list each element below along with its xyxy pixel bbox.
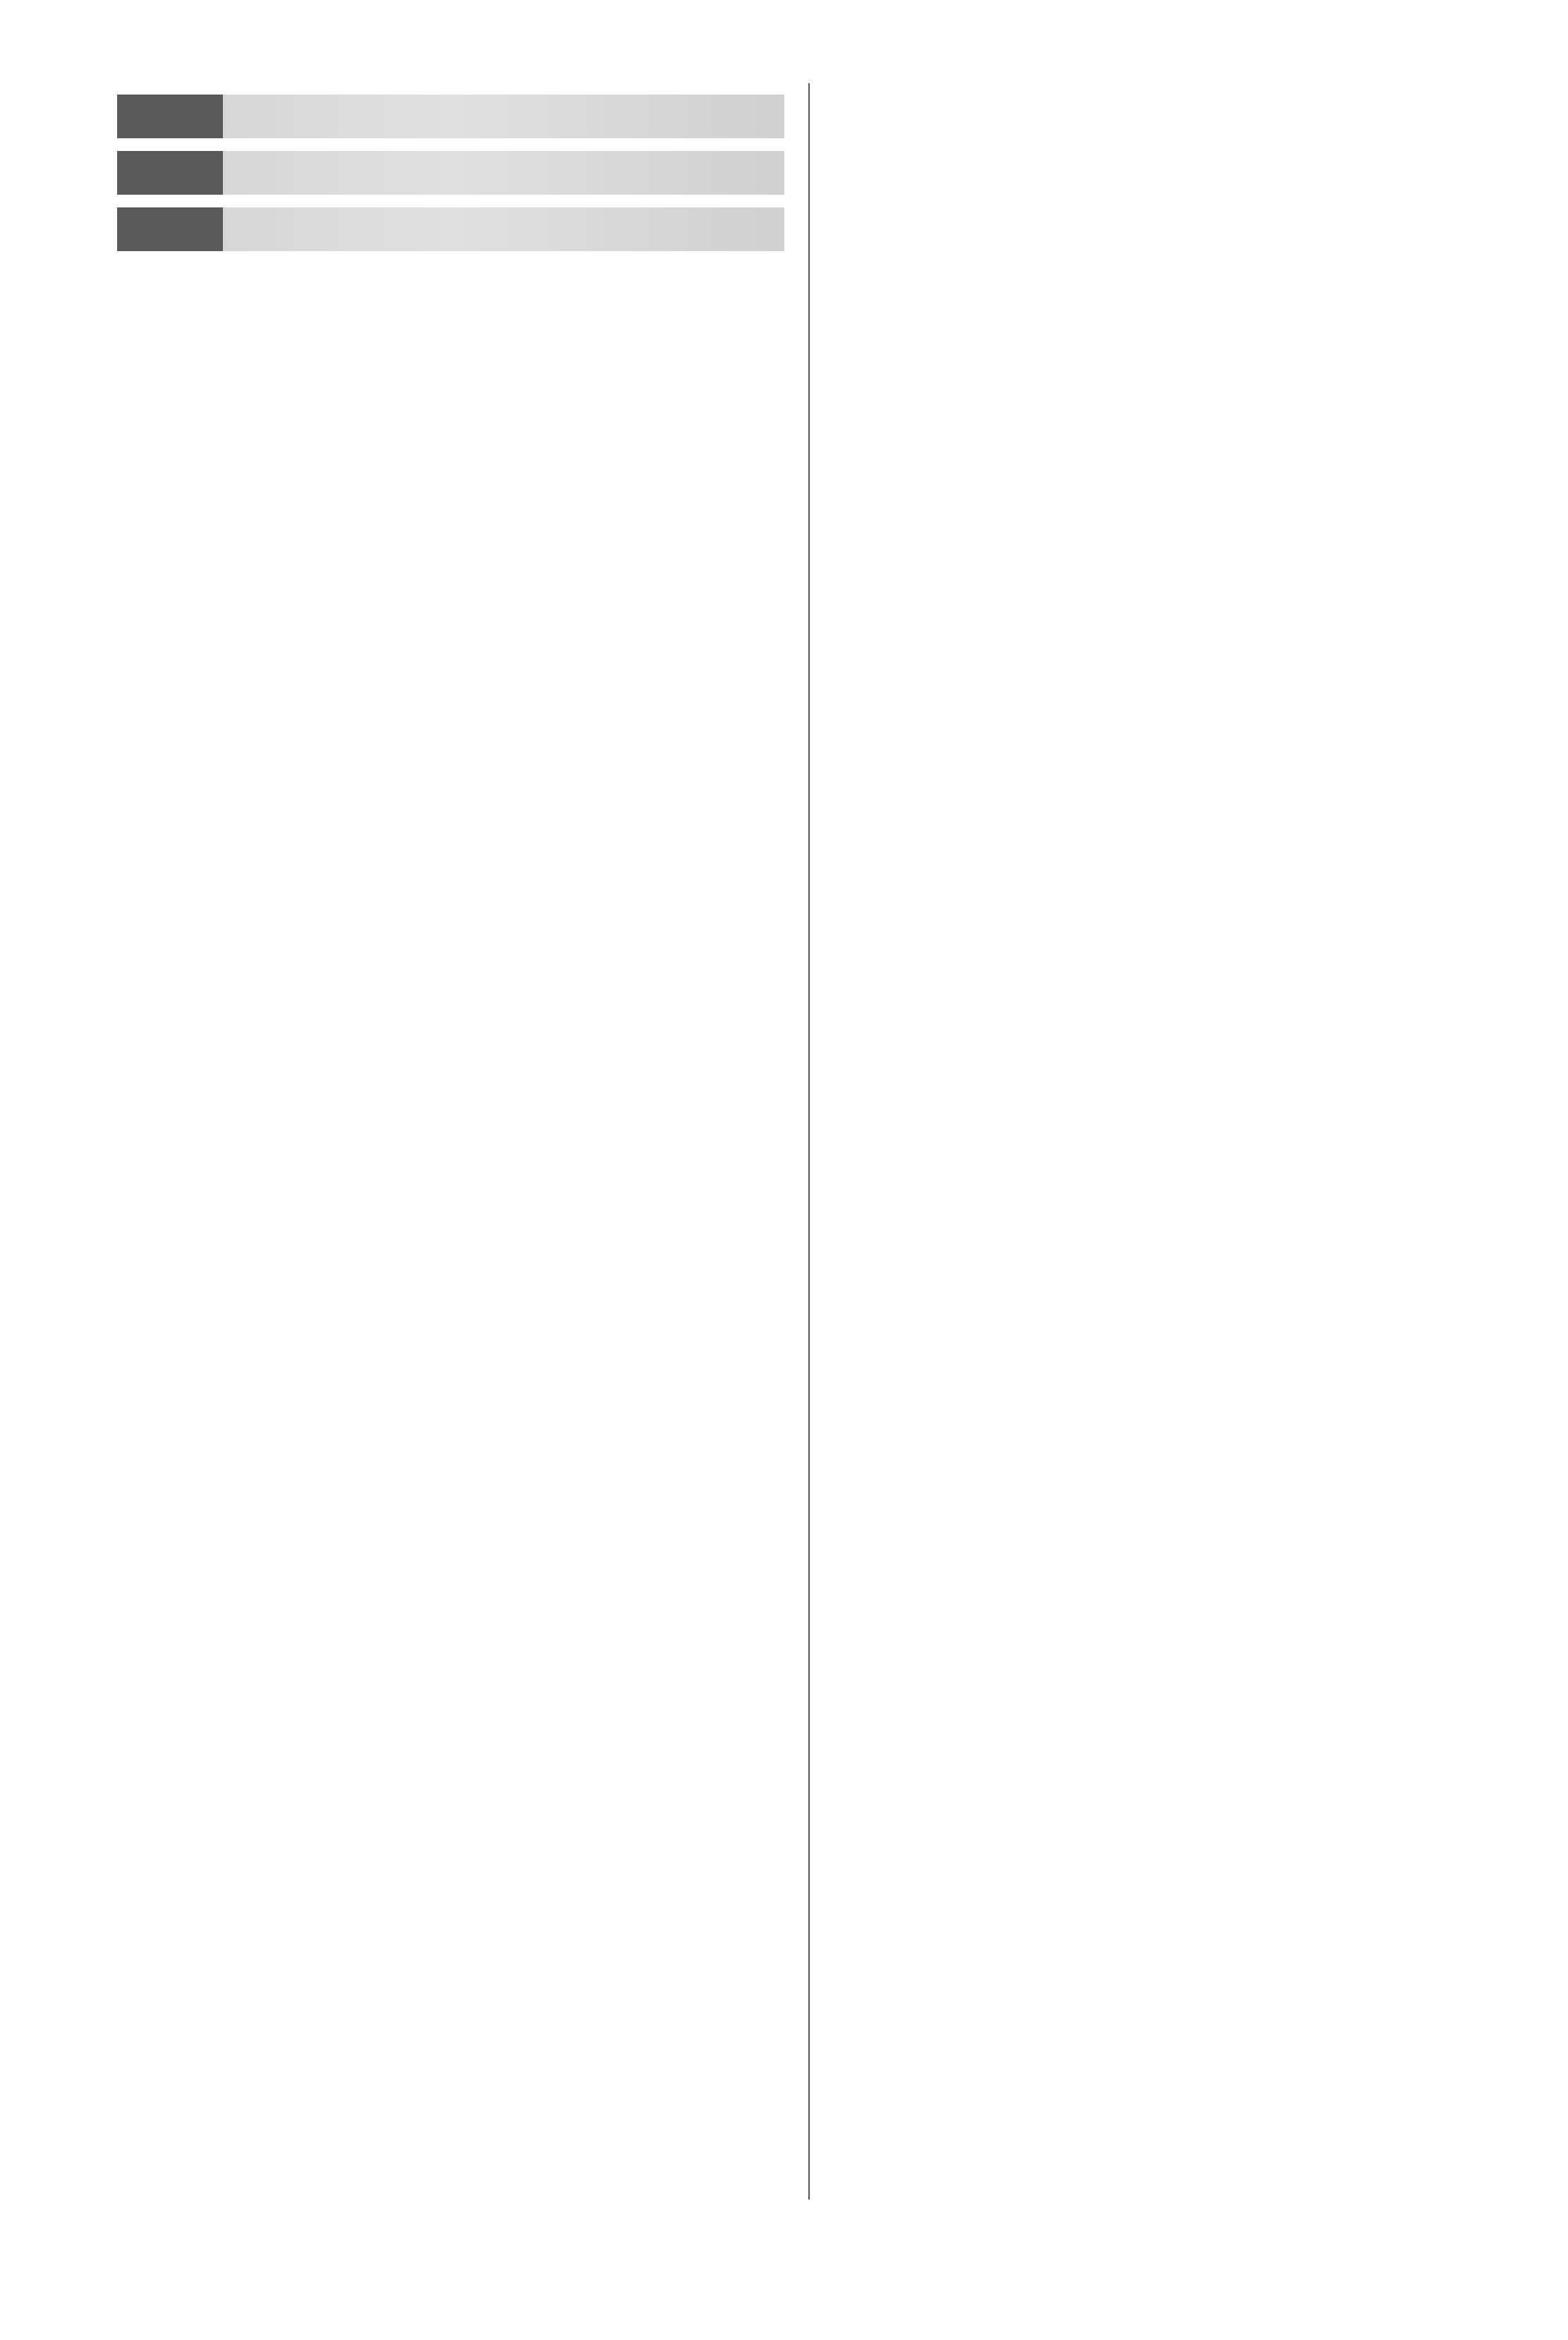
topic-3-heading [117, 151, 784, 195]
left-column [117, 83, 784, 264]
topic-4-tag [117, 207, 223, 251]
topic-2-tag [117, 95, 223, 138]
topic-3-tag [117, 151, 223, 195]
column-divider [808, 83, 810, 2200]
topic-4-heading [117, 207, 784, 251]
topic-2-heading [117, 95, 784, 138]
